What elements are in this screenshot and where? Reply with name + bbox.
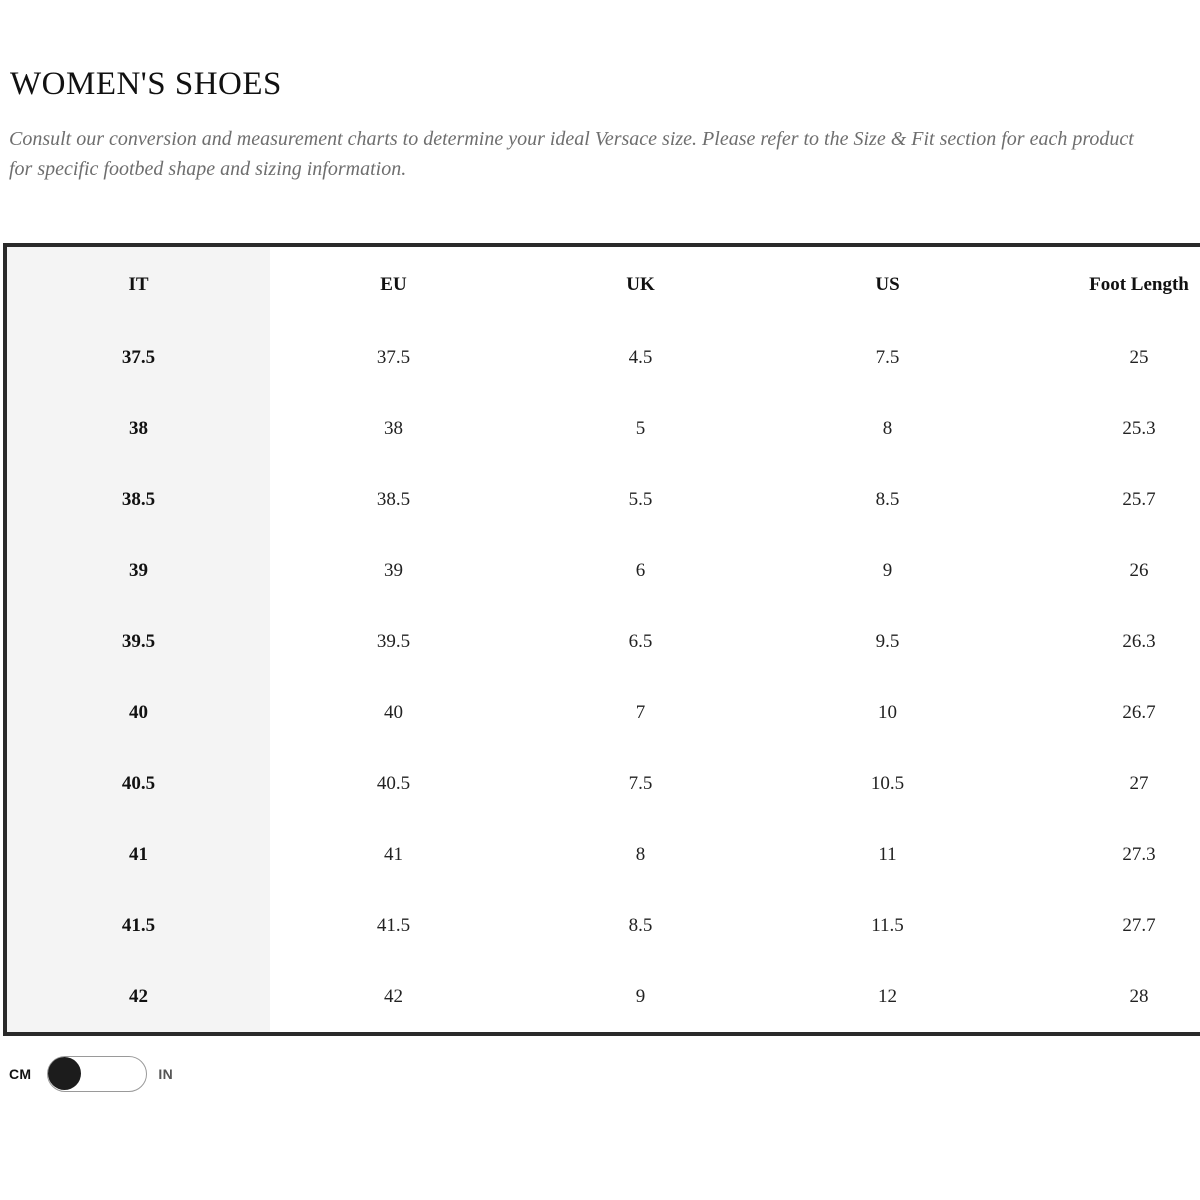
switch-knob[interactable] bbox=[48, 1057, 81, 1090]
cell-foot-length: 26.3 bbox=[1122, 630, 1156, 652]
cell-it: 39.5 bbox=[7, 606, 270, 677]
table-row bbox=[7, 464, 1200, 535]
cell-it: 38 bbox=[7, 393, 270, 464]
cell-us: 8 bbox=[882, 417, 893, 439]
cell-uk: 8 bbox=[635, 843, 646, 865]
cell-eu: 40.5 bbox=[376, 772, 411, 794]
table-row bbox=[7, 961, 1200, 1032]
cell-eu: 37.5 bbox=[376, 346, 411, 368]
cell-uk: 8.5 bbox=[628, 914, 653, 936]
cell-us: 11.5 bbox=[871, 914, 904, 936]
header-us: US bbox=[875, 273, 900, 295]
header-it: IT bbox=[7, 247, 270, 322]
cell-it: 41 bbox=[7, 819, 270, 890]
table-row bbox=[7, 748, 1200, 819]
cell-uk: 6.5 bbox=[628, 630, 653, 652]
cell-foot-length: 25 bbox=[1129, 346, 1149, 368]
header-row bbox=[7, 247, 1200, 322]
cell-foot-length: 28 bbox=[1129, 985, 1149, 1007]
cell-us: 10.5 bbox=[870, 772, 905, 794]
cell-foot-length: 25.7 bbox=[1122, 488, 1156, 510]
cell-foot-length: 27 bbox=[1129, 772, 1149, 794]
table-row bbox=[7, 677, 1200, 748]
unit-label-cm[interactable]: CM bbox=[9, 1066, 32, 1082]
table-row bbox=[7, 890, 1200, 961]
cell-us: 8.5 bbox=[875, 488, 900, 510]
size-chart bbox=[3, 243, 1200, 1036]
cell-foot-length: 27.7 bbox=[1122, 914, 1156, 936]
cell-eu: 41.5 bbox=[376, 914, 411, 936]
table-row bbox=[7, 819, 1200, 890]
table-row bbox=[7, 393, 1200, 464]
header-foot-length: Foot Length bbox=[1089, 273, 1189, 295]
cell-uk: 7.5 bbox=[628, 772, 653, 794]
cell-us: 11 bbox=[878, 843, 897, 865]
header-eu: EU bbox=[380, 273, 407, 295]
cell-it: 37.5 bbox=[7, 322, 270, 393]
cell-eu: 41 bbox=[384, 843, 403, 865]
cell-us: 9 bbox=[882, 559, 893, 581]
cell-eu: 39.5 bbox=[376, 630, 411, 652]
cell-it: 40 bbox=[7, 677, 270, 748]
cell-it: 39 bbox=[7, 535, 270, 606]
cell-foot-length: 26 bbox=[1129, 559, 1149, 581]
unit-toggle bbox=[9, 1055, 173, 1093]
table-row bbox=[7, 535, 1200, 606]
cell-uk: 6 bbox=[635, 559, 646, 581]
size-table bbox=[7, 247, 1200, 1032]
cell-it: 38.5 bbox=[7, 464, 270, 535]
cell-uk: 5 bbox=[635, 417, 646, 439]
unit-label-in[interactable]: IN bbox=[158, 1066, 173, 1082]
cell-us: 10 bbox=[878, 701, 897, 723]
cell-eu: 42 bbox=[384, 985, 403, 1007]
header-uk: UK bbox=[626, 273, 655, 295]
cell-eu: 38.5 bbox=[376, 488, 411, 510]
cell-eu: 40 bbox=[384, 701, 403, 723]
cell-eu: 39 bbox=[384, 559, 403, 581]
cell-uk: 9 bbox=[635, 985, 646, 1007]
cell-foot-length: 25.3 bbox=[1122, 417, 1156, 439]
page-title: WOMEN'S SHOES bbox=[10, 66, 282, 102]
cell-it: 41.5 bbox=[7, 890, 270, 961]
cell-eu: 38 bbox=[384, 417, 403, 439]
cell-it: 42 bbox=[7, 961, 270, 1032]
cell-us: 7.5 bbox=[875, 346, 900, 368]
cell-us: 12 bbox=[878, 985, 897, 1007]
unit-switch[interactable] bbox=[47, 1056, 147, 1092]
cell-foot-length: 26.7 bbox=[1122, 701, 1156, 723]
cell-foot-length: 27.3 bbox=[1122, 843, 1156, 865]
cell-it: 40.5 bbox=[7, 748, 270, 819]
cell-uk: 5.5 bbox=[628, 488, 653, 510]
table-row bbox=[7, 606, 1200, 677]
cell-us: 9.5 bbox=[875, 630, 900, 652]
intro-text: Consult our conversion and measurement charts to determine your ideal Versace size. Please refer to the Size & Fit section for each product for specific footbed shape and sizing information. bbox=[9, 128, 1134, 180]
cell-uk: 4.5 bbox=[628, 346, 653, 368]
cell-uk: 7 bbox=[635, 701, 646, 723]
table-row bbox=[7, 322, 1200, 393]
